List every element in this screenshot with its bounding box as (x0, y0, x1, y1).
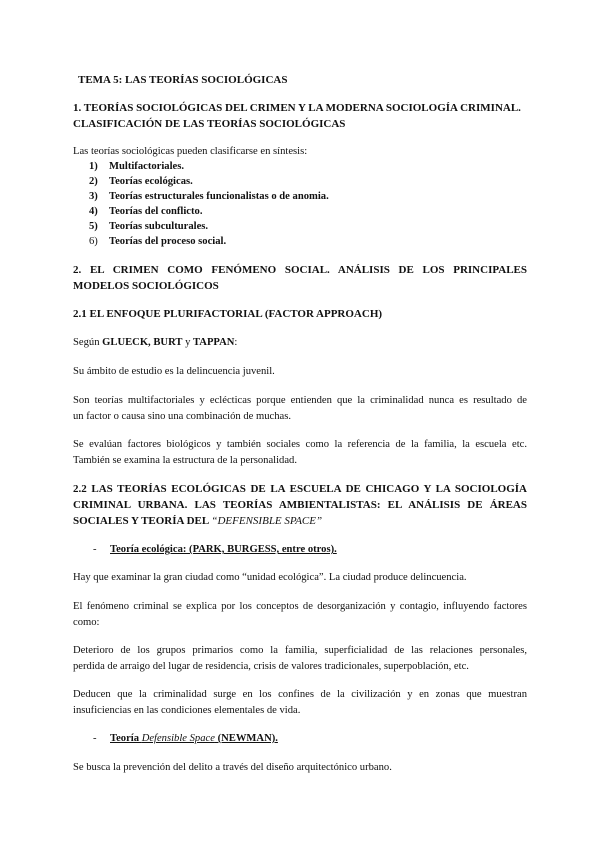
section-2-heading-line-2: MODELOS SOCIOLÓGICOS (73, 280, 219, 292)
doc-title: TEMA 5: LAS TEORÍAS SOCIOLÓGICAS (78, 74, 288, 86)
section-1-heading-line-1: 1. TEORÍAS SOCIOLÓGICAS DEL CRIMEN Y LA MODERNA SOCIOLOGÍA CRIMINAL. (73, 102, 521, 114)
section-1-heading-line-2: CLASIFICACIÓN DE LAS TEORÍAS SOCIOLÓGICAS (73, 118, 346, 130)
ecological-paragraph-1: Hay que examinar la gran ciudad como “unidad ecológica”. La ciudad produce delincuencia. (73, 572, 467, 583)
section-2-1-authors: Según GLUECK, BURT y TAPPAN: (73, 337, 238, 348)
defensible-space-paragraph-1: Se busca la prevención del delito a través del diseño arquitectónico urbano. (73, 762, 392, 773)
section-1-heading (73, 100, 527, 132)
list-item: 5) Teorías subculturales. (89, 221, 209, 232)
bullet-label: Teoría Defensible Space (NEWMAN). (110, 733, 278, 744)
bullet-defensible-space-theory: - Teoría Defensible Space (NEWMAN). (93, 733, 278, 744)
list-item-label: Multifactoriales. (109, 161, 185, 172)
section-2-2-heading-line-1: 2.2 LAS TEORÍAS ECOLÓGICAS DE LA ESCUELA DE CHICAGO Y LA SOCIOLOGÍA (73, 483, 527, 495)
section-2-1-paragraph-3: Se evalúan factores biológicos y también sociales como la referencia de la familia, la escuela etc. También se examina la estructura de la personalidad. (73, 439, 527, 466)
list-item: 3) Teorías estructurales funcionalistas o de anomia. (89, 191, 329, 202)
bullet-ecological-theory: - Teoría ecológica: (PARK, BURGESS, entre otros). (93, 544, 337, 555)
list-item-label: Teorías del proceso social. (109, 236, 227, 247)
list-item-label: Teorías estructurales funcionalistas o de anomia. (109, 191, 329, 202)
list-item-label: Teorías del conflicto. (109, 206, 203, 217)
section-2-heading-line-1: 2. EL CRIMEN COMO FENÓMENO SOCIAL. ANÁLISIS DE LOS PRINCIPALES (73, 264, 527, 276)
list-item: 4) Teorías del conflicto. (89, 206, 203, 217)
list-item-label: Teorías ecológicas. (109, 176, 193, 187)
section-2-1-paragraph-1: Su ámbito de estudio es la delincuencia juvenil. (73, 366, 275, 377)
section-2-heading (73, 262, 527, 294)
section-1-intro: Las teorías sociológicas pueden clasificarse en síntesis: (73, 146, 308, 157)
ecological-paragraph-3: Deterioro de los grupos primarios como la familia, superficialidad de las relaciones personales, perdida de arraigo del lugar de residencia, crisis de valores tradicionales, superpoblación, etc. (73, 645, 527, 672)
section-2-2-heading (73, 481, 527, 529)
section-2-2-heading-line-3: SOCIALES Y TEORÍA DEL “DEFENSIBLE SPACE” (73, 515, 323, 527)
bullet-label: Teoría ecológica: (PARK, BURGESS, entre otros). (110, 544, 337, 555)
list-item: 2) Teorías ecológicas. (89, 176, 193, 187)
section-2-1-heading: 2.1 EL ENFOQUE PLURIFACTORIAL (FACTOR APPROACH) (73, 308, 383, 320)
section-2-1-paragraph-2: Son teorías multifactoriales y eclécticas porque entienden que la criminalidad nunca es resultado de un factor o causa sino una combinación de muchas. (73, 395, 527, 422)
list-item-label: Teorías subculturales. (109, 221, 209, 232)
theory-classification-list (73, 159, 473, 249)
list-item: 6) Teorías del proceso social. (89, 236, 227, 247)
list-item: 1) Multifactoriales. (89, 161, 185, 172)
section-2-2-heading-line-2: CRIMINAL URBANA. LAS TEORÍAS AMBIENTALISTAS: EL ANÁLISIS DE ÁREAS (73, 499, 527, 511)
ecological-paragraph-2: El fenómeno criminal se explica por los conceptos de desorganización y contagio, influyendo factores como: (73, 601, 527, 628)
ecological-paragraph-4: Deducen que la criminalidad surge en los confines de la civilización y en zonas que muestran insuficiencias en las condiciones elementales de vida. (73, 689, 527, 716)
